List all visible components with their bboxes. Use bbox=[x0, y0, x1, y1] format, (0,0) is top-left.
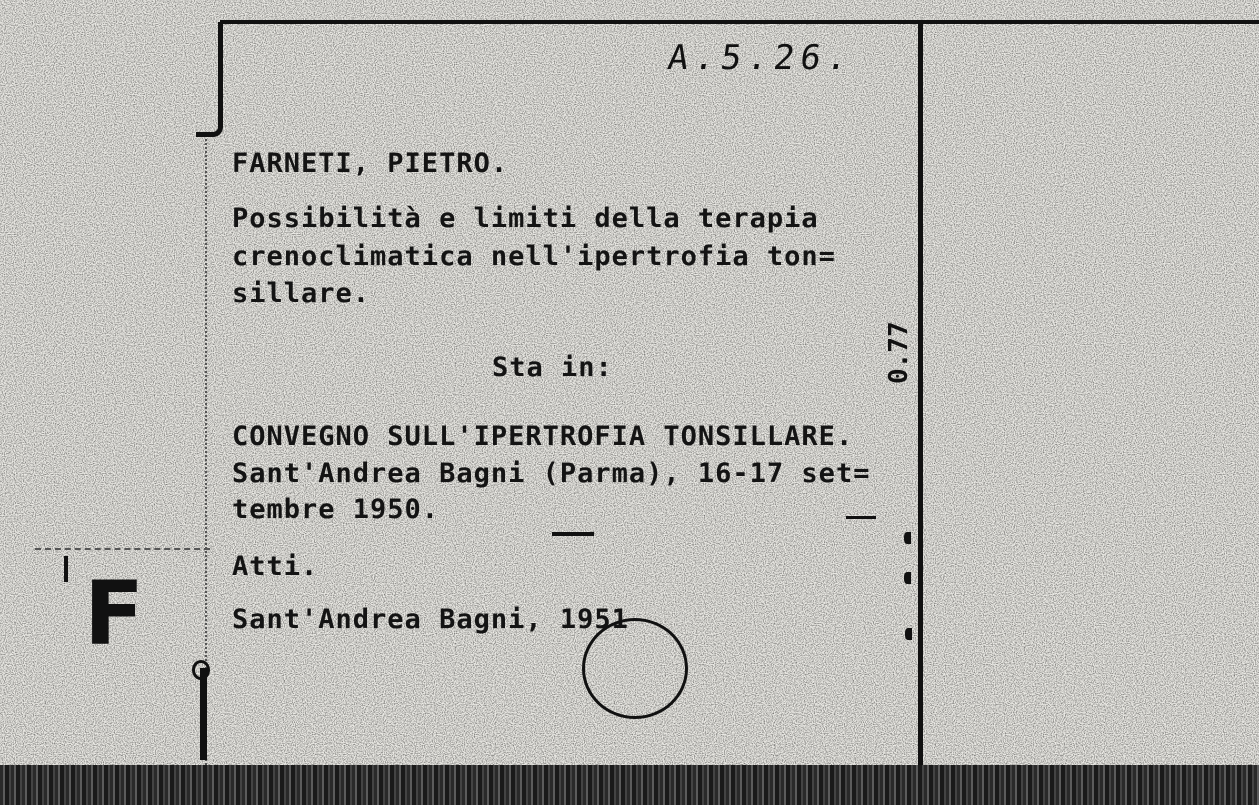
guide-tab-letter: F bbox=[84, 562, 145, 665]
card-right-edge bbox=[918, 22, 923, 767]
extract-label: Sta in: bbox=[492, 352, 613, 383]
imprint-line: Sant'Andrea Bagni, 1951 bbox=[232, 604, 629, 635]
side-number: 0.77 bbox=[884, 321, 914, 384]
title-line-2: crenoclimatica nell'ipertrofia ton= bbox=[232, 241, 836, 272]
stray-dash-mark bbox=[846, 516, 876, 519]
guide-tab-tick bbox=[64, 556, 68, 582]
host-title-line-1: CONVEGNO SULL'IPERTROFIA TONSILLARE. bbox=[232, 421, 854, 452]
author-heading: FARNETI, PIETRO. bbox=[232, 148, 509, 179]
punch-hole-circle bbox=[582, 618, 688, 719]
binding-bracket-bottom bbox=[200, 668, 207, 760]
binding-bracket-top bbox=[196, 22, 223, 137]
scanner-bottom-band bbox=[0, 765, 1259, 805]
title-line-1: Possibilità e limiti della terapia bbox=[232, 203, 819, 234]
guide-card-dashed-line bbox=[35, 548, 210, 550]
host-title-line-2: Sant'Andrea Bagni (Parma), 16-17 set= bbox=[232, 458, 871, 489]
edge-tick-mark bbox=[904, 532, 911, 544]
edge-tick-mark bbox=[905, 628, 912, 640]
stray-dash-mark bbox=[552, 532, 594, 536]
title-line-3: sillare. bbox=[232, 278, 371, 309]
edge-tick-mark bbox=[904, 572, 911, 584]
acts-line: Atti. bbox=[232, 551, 319, 582]
shelf-mark: A.5.26. bbox=[665, 38, 857, 78]
card-top-edge bbox=[220, 20, 1259, 24]
host-title-line-3: tembre 1950. bbox=[232, 494, 440, 525]
